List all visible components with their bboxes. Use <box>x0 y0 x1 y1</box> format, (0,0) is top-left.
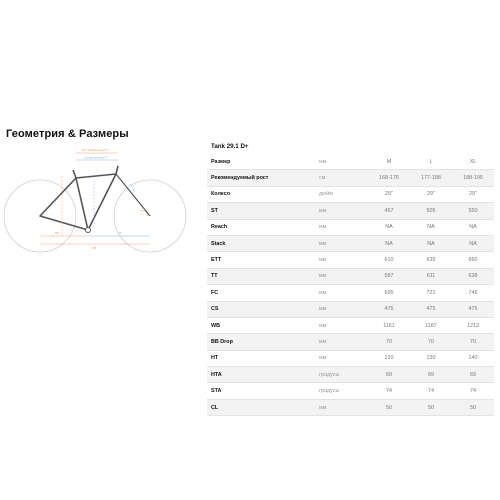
row-unit: мм <box>309 301 368 317</box>
value-m: NA <box>368 235 410 251</box>
row-name: CS <box>207 301 309 317</box>
value-l: 29" <box>410 186 452 202</box>
table-row <box>207 154 494 170</box>
value-xl: NA <box>452 219 494 235</box>
table-row <box>207 235 494 251</box>
table-row <box>207 252 494 268</box>
value-l: 50 <box>410 399 452 415</box>
value-xl: 140 <box>452 350 494 366</box>
bottom-bracket <box>86 228 91 233</box>
row-unit: мм <box>309 350 368 366</box>
row-unit: мм <box>309 219 368 235</box>
value-m: NA <box>368 219 410 235</box>
value-l: L <box>410 154 452 170</box>
value-l: 475 <box>410 301 452 317</box>
value-m: M <box>368 154 410 170</box>
value-m: 69 <box>368 367 410 383</box>
value-xl: 188-195 <box>452 170 494 186</box>
value-l: 70 <box>410 334 452 350</box>
value-xl: 29" <box>452 186 494 202</box>
value-m: 74 <box>368 383 410 399</box>
table-row <box>207 268 494 284</box>
value-l: 635 <box>410 252 452 268</box>
table-row <box>207 334 494 350</box>
row-name: Размер <box>207 154 309 170</box>
row-unit: градусы <box>309 383 368 399</box>
value-l: 69 <box>410 367 452 383</box>
row-unit: мм <box>309 334 368 350</box>
row-unit: мм <box>309 268 368 284</box>
value-l: NA <box>410 219 452 235</box>
row-name: Колесо <box>207 186 309 202</box>
bb-dimension-label: BB <box>55 232 59 235</box>
row-unit: мм <box>309 317 368 333</box>
table-row <box>207 350 494 366</box>
value-m: 475 <box>368 301 410 317</box>
value-m: 695 <box>368 285 410 301</box>
value-m: 1161 <box>368 317 410 333</box>
value-l: 130 <box>410 350 452 366</box>
row-unit: градусы <box>309 367 368 383</box>
row-name: ST <box>207 203 309 219</box>
value-l: 74 <box>410 383 452 399</box>
row-name: HT <box>207 350 309 366</box>
row-unit: мм <box>309 252 368 268</box>
row-unit: мм <box>309 399 368 415</box>
ett-dimension-label: ETT Эффективный ТТ <box>82 149 109 152</box>
value-m: 457 <box>368 203 410 219</box>
value-m: 587 <box>368 268 410 284</box>
row-name: CL <box>207 399 309 415</box>
value-xl: 70 <box>452 334 494 350</box>
value-xl: 660 <box>452 252 494 268</box>
value-xl: 74 <box>452 383 494 399</box>
row-name: TT <box>207 268 309 284</box>
row-name: ETT <box>207 252 309 268</box>
value-xl: 746 <box>452 285 494 301</box>
row-unit: см <box>309 170 368 186</box>
row-name: Рекомендуемый рост <box>207 170 309 186</box>
value-l: 721 <box>410 285 452 301</box>
table-row <box>207 219 494 235</box>
row-unit: мм <box>309 203 368 219</box>
model-title: Tank 29.1 D+ <box>211 143 249 150</box>
table-row <box>207 367 494 383</box>
value-xl: 475 <box>452 301 494 317</box>
value-m: 120 <box>368 350 410 366</box>
value-xl: 50 <box>452 399 494 415</box>
row-unit: мм <box>309 235 368 251</box>
value-l: 1187 <box>410 317 452 333</box>
row-unit: дюйм <box>309 186 368 202</box>
wb-dimension-label: WB <box>92 247 97 250</box>
tt-dimension-label: Горизонтальный ТТ <box>84 156 108 160</box>
value-l: 177-188 <box>410 170 452 186</box>
bike-geometry-diagram <box>0 140 200 255</box>
row-name: STA <box>207 383 309 399</box>
row-name: Stack <box>207 235 309 251</box>
table-row <box>207 399 494 415</box>
row-unit: мм <box>309 285 368 301</box>
row-name: WB <box>207 317 309 333</box>
value-xl: XL <box>452 154 494 170</box>
row-name: Reach <box>207 219 309 235</box>
page-title: Геометрия & Размеры <box>6 128 129 140</box>
value-xl: 550 <box>452 203 494 219</box>
value-l: 505 <box>410 203 452 219</box>
table-row <box>207 203 494 219</box>
table-row <box>207 170 494 186</box>
row-unit: мм <box>309 154 368 170</box>
row-name: FC <box>207 285 309 301</box>
table-row <box>207 317 494 333</box>
bike-frame <box>40 166 150 230</box>
value-m: 70 <box>368 334 410 350</box>
value-l: NA <box>410 235 452 251</box>
table-row <box>207 186 494 202</box>
cs-dimension-label: CS <box>118 232 122 235</box>
table-row <box>207 383 494 399</box>
value-xl: NA <box>452 235 494 251</box>
value-m: 168-176 <box>368 170 410 186</box>
value-xl: 1213 <box>452 317 494 333</box>
row-name: BB Drop <box>207 334 309 350</box>
value-m: 50 <box>368 399 410 415</box>
geometry-table <box>207 154 494 416</box>
value-xl: 638 <box>452 268 494 284</box>
table-row <box>207 285 494 301</box>
value-xl: 69 <box>452 367 494 383</box>
table-row <box>207 301 494 317</box>
value-l: 611 <box>410 268 452 284</box>
value-m: 29" <box>368 186 410 202</box>
value-m: 610 <box>368 252 410 268</box>
row-name: HTA <box>207 367 309 383</box>
